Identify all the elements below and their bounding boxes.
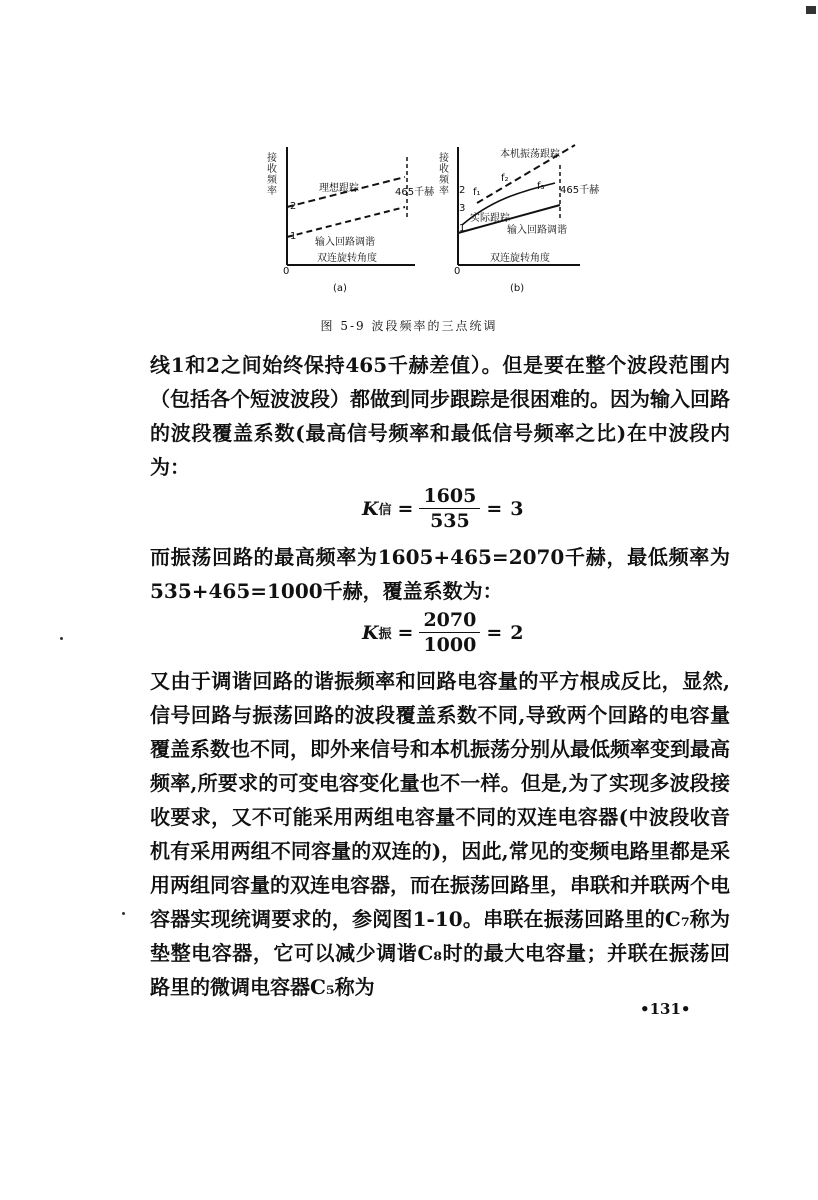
scan-corner-mark [806, 6, 816, 14]
figure-caption: 图 5-9 波段频率的三点统调 [320, 319, 498, 333]
paragraph-3: 又由于调谐回路的谐振频率和回路电容量的平方根成反比，显然,信号回路与振荡回路的波段覆盖系数不同,导致两个回路的电容量覆盖系数也不同，即外来信号和本机振荡分别从最低频率变到最高频率,所要求的可变电容变化量也不一样。但是,为了实现多波段接收要求，又不可能采用两组电容量不同的双连电容器(中波段收音机有采用两组不同容量的双连的)，因此,常见的变频电路里都是采用两组同容量的双连电容器，而在振荡回路里，串联和并联两个电容器实现统调要求的，参阅图1-10。串联在振荡回路里的C₇称为垫整电容器，它可以减少调谐C₈时的最大电容量；并联在振荡回路里的微调电容器C₅称为 [150, 669, 730, 999]
panel-b-origin: 0 [454, 266, 461, 277]
panel-b-label-lower: 输入回路调谐 [507, 225, 567, 236]
formula-2-result: 2 [510, 621, 524, 644]
formula-1-k: K [362, 497, 379, 520]
panel-b-tick-1: 1 [459, 223, 466, 234]
panel-b-label-gap: 465千赫 [560, 185, 600, 196]
figure-drawing [255, 135, 595, 305]
formula-k-signal [362, 484, 524, 533]
panel-b-tick-3: 3 [459, 203, 466, 214]
formula-2-fraction [419, 608, 480, 657]
panel-b-f3: f₃ [537, 181, 545, 192]
panel-b-ylabel: 接收频率 [439, 153, 449, 197]
panel-a-tick-1: 1 [290, 231, 297, 242]
panel-b-tag: (b) [510, 283, 525, 294]
panel-b-xlabel: 双连旋转角度 [490, 253, 550, 264]
paragraph-1: 线1和2之间始终保持465千赫差值）。但是要在整个波段范围内（包括各个短波波段）都做到同步跟踪是很困难的。因为输入回路的波段覆盖系数(最高信号频率和最低信号频率之比)在中波段内为： [150, 353, 730, 479]
formula-1-fraction [419, 484, 480, 533]
formula-1-denominator: 535 [430, 510, 470, 532]
panel-b-f2: f₂ [501, 173, 509, 184]
panel-b-label-mid: 实际跟踪 [470, 213, 510, 224]
formula-1-eq2: = [486, 497, 503, 520]
formula-1-result: 3 [510, 497, 524, 520]
panel-b-label-top: 本机振荡跟踪 [500, 149, 560, 160]
panel-b-tick-2: 2 [459, 185, 466, 196]
panel-a-label-gap: 465千赫 [395, 187, 435, 198]
panel-a-tag: (a) [333, 283, 347, 294]
scan-speck [60, 637, 63, 640]
page-number: •131• [640, 1000, 691, 1018]
formula-1-numerator: 1605 [419, 484, 480, 509]
formula-1-sub: 信 [378, 503, 392, 518]
formula-1-eq: = [397, 497, 414, 520]
figure-5-9 [255, 135, 600, 305]
formula-2-denominator: 1000 [423, 634, 477, 656]
formula-2-eq: = [397, 621, 414, 644]
panel-b-axes [458, 147, 580, 265]
formula-2-eq2: = [486, 621, 503, 644]
panel-a-tick-2: 2 [290, 201, 297, 212]
formula-k-oscillator [362, 608, 524, 657]
panel-a-ylabel: 接收频率 [267, 153, 277, 197]
formula-2-sub: 振 [378, 627, 392, 642]
formula-2-k: K [362, 621, 379, 644]
formula-2-numerator: 2070 [419, 608, 480, 633]
panel-b-f1: f₁ [473, 187, 481, 198]
panel-a-xlabel: 双连旋转角度 [317, 253, 377, 264]
panel-a-origin: 0 [283, 266, 290, 277]
paragraph-2: 而振荡回路的最高频率为1605+465=2070千赫，最低频率为535+465=1000千赫，覆盖系数为： [150, 545, 730, 603]
panel-a-label-top: 理想跟踪 [319, 183, 359, 194]
scan-speck [122, 912, 125, 915]
panel-a-label-lower: 输入回路调谐 [315, 237, 375, 248]
